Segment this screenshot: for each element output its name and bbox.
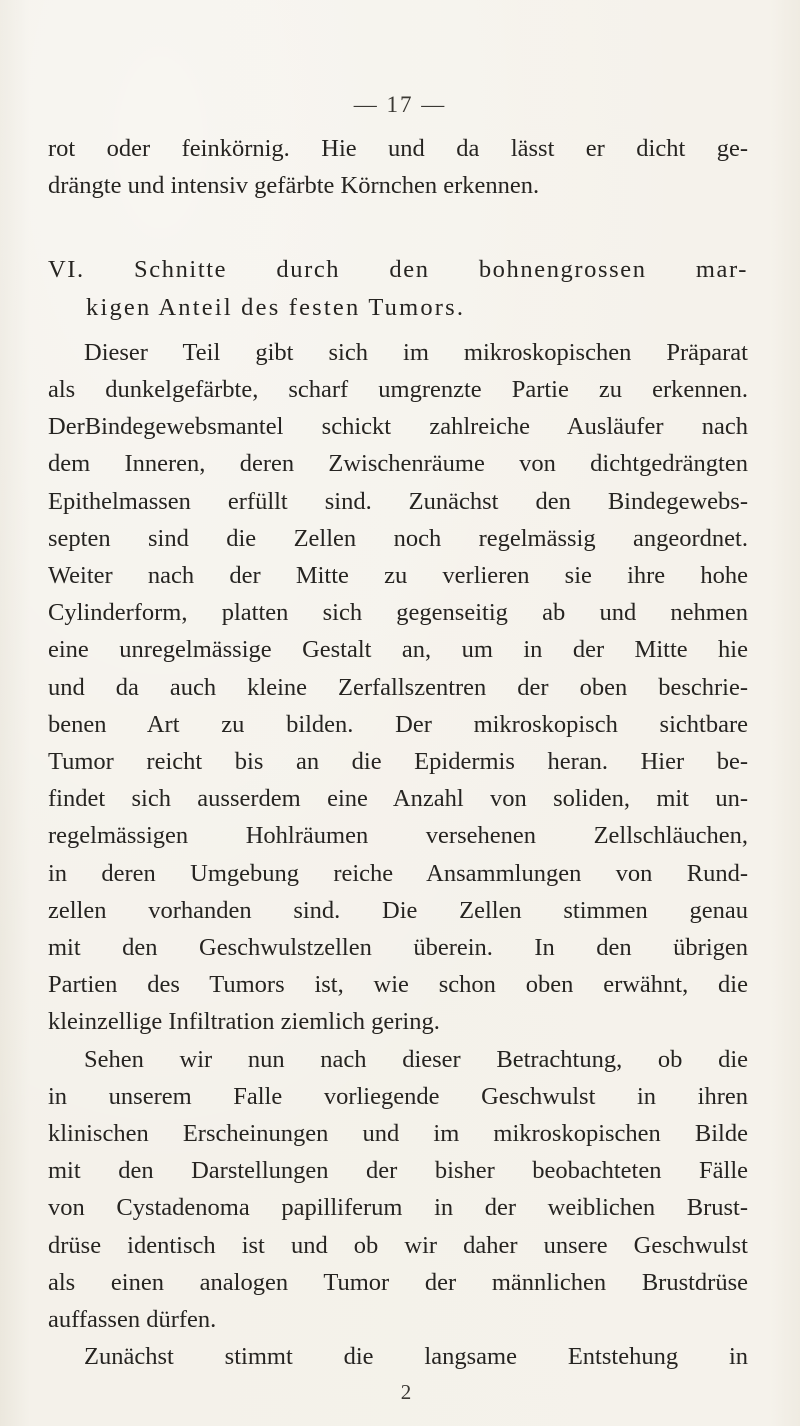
text-line: drängte und intensiv gefärbte Körnchen erkennen. [48, 172, 540, 200]
section-heading-line-2: kigen Anteil des festen Tumors. [86, 293, 466, 321]
text-line: klinischen Erscheinungen und im mikroskopischen Bilde [48, 1120, 748, 1148]
text-line: Epithelmassen erfüllt sind. Zunächst den Bindegewebs- [48, 487, 748, 515]
text-line: regelmässigen Hohlräumen versehenen Zellschläuchen, [48, 822, 748, 850]
paragraph-1 [48, 334, 748, 1041]
text-line: von Cystadenoma papilliferum in der weiblichen Brust- [48, 1194, 748, 1222]
page-number: — 17 — [353, 92, 447, 117]
text-line: Dieser Teil gibt sich im mikroskopischen Präparat [84, 338, 748, 366]
text-line: in deren Umgebung reiche Ansammlungen von Rund- [48, 859, 748, 887]
text-line: benen Art zu bilden. Der mikroskopisch sichtbare [48, 710, 748, 738]
text-line: septen sind die Zellen noch regelmässig angeordnet. [48, 524, 748, 552]
text-line: DerBindegewebsmantel schickt zahlreiche Ausläufer nach [48, 413, 748, 441]
text-line: mit den Darstellungen der bisher beobachteten Fälle [48, 1157, 748, 1185]
page-body [48, 130, 748, 1376]
text-line: Zunächst stimmt die langsame Entstehung in [84, 1343, 748, 1371]
text-line: zellen vorhanden sind. Die Zellen stimmen genau [48, 896, 748, 924]
section-heading-line-1: VI. Schnitte durch den bohnengrossen mar- [48, 256, 748, 284]
text-line: und da auch kleine Zerfallszentren der oben beschrie- [48, 673, 748, 701]
text-line: Sehen wir nun nach dieser Betrachtung, ob die [84, 1045, 748, 1073]
text-line: in unserem Falle vorliegende Geschwulst in ihren [48, 1082, 748, 1110]
text-line: drüse identisch ist und ob wir daher unsere Geschwulst [48, 1231, 748, 1259]
text-line: Weiter nach der Mitte zu verlieren sie ihre hohe [48, 562, 748, 590]
text-line: eine unregelmässige Gestalt an, um in der Mitte hie [48, 636, 748, 664]
text-line: rot oder feinkörnig. Hie und da lässt er dicht ge- [48, 135, 748, 162]
paragraph-2 [48, 1041, 748, 1339]
text-line: kleinzellige Infiltration ziemlich gering. [48, 1008, 440, 1036]
paragraph-3 [48, 1338, 748, 1375]
text-line: auffassen dürfen. [48, 1306, 217, 1334]
text-line: als einen analogen Tumor der männlichen Brustdrüse [48, 1268, 748, 1296]
text-line: als dunkelgefärbte, scharf umgrenzte Partie zu erkennen. [48, 376, 748, 404]
text-line: dem Inneren, deren Zwischenräume von dichtgedrängten [48, 450, 748, 478]
text-line: mit den Geschwulstzellen überein. In den übrigen [48, 934, 748, 962]
text-line: Cylinderform, platten sich gegenseitig ab und nehmen [48, 599, 748, 627]
text-line: Tumor reicht bis an die Epidermis heran. Hier be- [48, 748, 748, 776]
text-line: Partien des Tumors ist, wie schon oben erwähnt, die [48, 971, 748, 999]
text-line: findet sich ausserdem eine Anzahl von soliden, mit un- [48, 785, 748, 813]
signature-mark: 2 [400, 1380, 412, 1404]
